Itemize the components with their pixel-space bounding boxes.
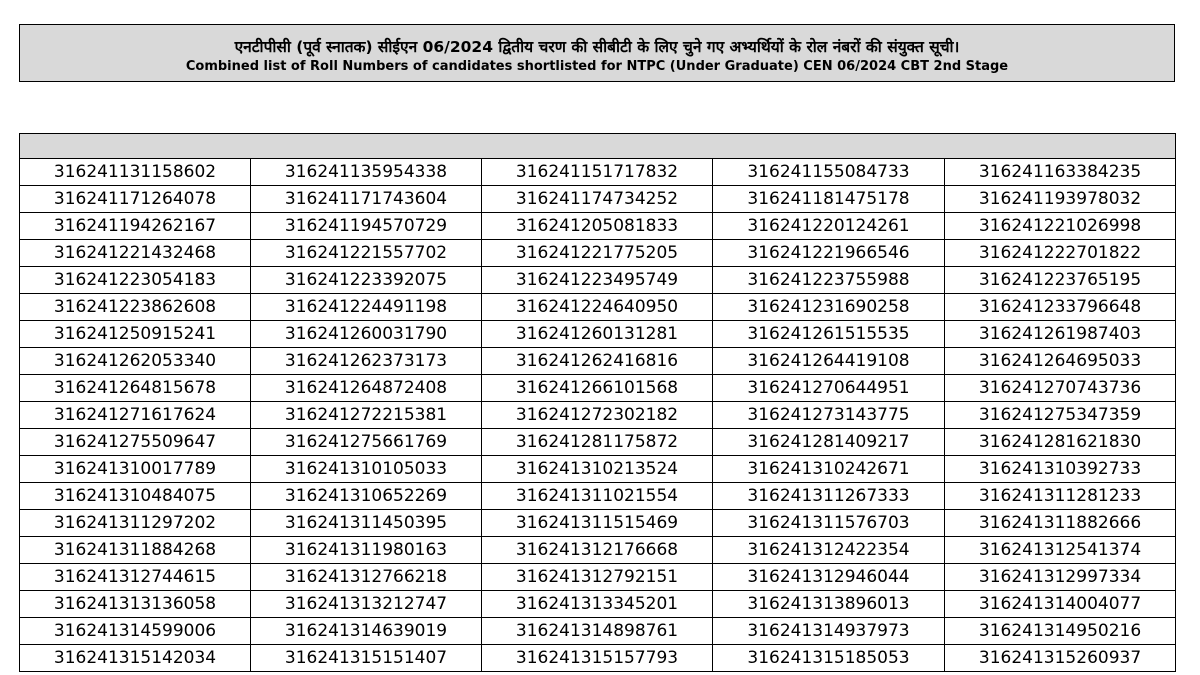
roll-number-cell: 316241314950216: [945, 618, 1176, 645]
table-row: [20, 645, 1176, 672]
roll-number-cell: 316241311267333: [713, 483, 945, 510]
roll-number-cell: 316241314004077: [945, 591, 1176, 618]
roll-number-cell: 316241275347359: [945, 402, 1176, 429]
document-header: [19, 24, 1175, 82]
roll-number-cell: 316241264695033: [945, 348, 1176, 375]
roll-number-cell: 316241315142034: [20, 645, 251, 672]
roll-number-cell: 316241310242671: [713, 456, 945, 483]
roll-number-cell: 316241194570729: [251, 213, 482, 240]
roll-number-table: [19, 133, 1176, 672]
roll-number-cell: 316241315185053: [713, 645, 945, 672]
roll-number-cell: 316241281175872: [482, 429, 713, 456]
roll-number-cell: 316241272215381: [251, 402, 482, 429]
roll-number-cell: 316241262416816: [482, 348, 713, 375]
roll-number-cell: 316241273143775: [713, 402, 945, 429]
table-header-cell: [20, 134, 1176, 159]
roll-number-cell: 316241281621830: [945, 429, 1176, 456]
roll-number-cell: 316241221432468: [20, 240, 251, 267]
roll-number-cell: 316241223765195: [945, 267, 1176, 294]
roll-number-cell: 316241313136058: [20, 591, 251, 618]
roll-number-cell: 316241261515535: [713, 321, 945, 348]
roll-number-cell: 316241221557702: [251, 240, 482, 267]
roll-number-cell: 316241311884268: [20, 537, 251, 564]
roll-number-cell: 316241312422354: [713, 537, 945, 564]
roll-number-cell: 316241311515469: [482, 510, 713, 537]
roll-number-cell: 316241264419108: [713, 348, 945, 375]
roll-number-cell: 316241264872408: [251, 375, 482, 402]
table-row: [20, 294, 1176, 321]
table-header-row: [20, 134, 1176, 159]
roll-number-cell: 316241221966546: [713, 240, 945, 267]
roll-number-cell: 316241220124261: [713, 213, 945, 240]
roll-number-cell: 316241271617624: [20, 402, 251, 429]
roll-number-cell: 316241261987403: [945, 321, 1176, 348]
table-row: [20, 402, 1176, 429]
roll-number-table-body: [20, 134, 1176, 672]
roll-number-cell: 316241223862608: [20, 294, 251, 321]
roll-number-cell: 316241223495749: [482, 267, 713, 294]
roll-number-cell: 316241264815678: [20, 375, 251, 402]
roll-number-cell: 316241193978032: [945, 186, 1176, 213]
table-row: [20, 429, 1176, 456]
roll-number-cell: 316241260131281: [482, 321, 713, 348]
table-row: [20, 375, 1176, 402]
roll-number-cell: 316241174734252: [482, 186, 713, 213]
roll-number-cell: 316241231690258: [713, 294, 945, 321]
roll-number-cell: 316241272302182: [482, 402, 713, 429]
roll-number-cell: 316241310017789: [20, 456, 251, 483]
roll-number-cell: 316241275509647: [20, 429, 251, 456]
roll-number-cell: 316241312176668: [482, 537, 713, 564]
roll-number-cell: 316241194262167: [20, 213, 251, 240]
roll-number-cell: 316241312946044: [713, 564, 945, 591]
table-row: [20, 564, 1176, 591]
roll-number-cell: 316241131158602: [20, 159, 251, 186]
roll-number-cell: 316241311882666: [945, 510, 1176, 537]
table-row: [20, 483, 1176, 510]
roll-number-cell: 316241262053340: [20, 348, 251, 375]
roll-number-cell: 316241224640950: [482, 294, 713, 321]
roll-number-cell: 316241222701822: [945, 240, 1176, 267]
table-row: [20, 618, 1176, 645]
roll-number-cell: 316241266101568: [482, 375, 713, 402]
roll-number-cell: 316241315157793: [482, 645, 713, 672]
roll-number-cell: 316241314937973: [713, 618, 945, 645]
title-english: Combined list of Roll Numbers of candidates shortlisted for NTPC (Under Graduate) CEN 06/2024 CBT 2nd Stage: [185, 59, 1009, 74]
title-hindi: एनटीपीसी (पूर्व स्नातक) सीईएन 06/2024 द्वितीय चरण की सीबीटी के लिए चुने गए अभ्यर्थियों के रोल नंबरों की संयुक्त सूची।: [234, 38, 960, 56]
roll-number-cell: 316241262373173: [251, 348, 482, 375]
roll-number-cell: 316241315151407: [251, 645, 482, 672]
roll-number-cell: 316241223392075: [251, 267, 482, 294]
roll-number-cell: 316241171743604: [251, 186, 482, 213]
table-row: [20, 186, 1176, 213]
roll-number-cell: 316241313896013: [713, 591, 945, 618]
roll-number-cell: 316241315260937: [945, 645, 1176, 672]
roll-number-cell: 316241171264078: [20, 186, 251, 213]
roll-number-cell: 316241313345201: [482, 591, 713, 618]
roll-number-cell: 316241312997334: [945, 564, 1176, 591]
roll-number-cell: 316241312766218: [251, 564, 482, 591]
roll-number-cell: 316241275661769: [251, 429, 482, 456]
roll-number-cell: 316241310392733: [945, 456, 1176, 483]
roll-number-cell: 316241310105033: [251, 456, 482, 483]
table-row: [20, 240, 1176, 267]
roll-number-cell: 316241163384235: [945, 159, 1176, 186]
table-row: [20, 321, 1176, 348]
table-row: [20, 591, 1176, 618]
roll-number-cell: 316241223054183: [20, 267, 251, 294]
roll-number-cell: 316241223755988: [713, 267, 945, 294]
roll-number-cell: 316241311980163: [251, 537, 482, 564]
roll-number-cell: 316241312792151: [482, 564, 713, 591]
roll-number-cell: 316241310652269: [251, 483, 482, 510]
roll-number-cell: 316241310213524: [482, 456, 713, 483]
roll-number-cell: 316241233796648: [945, 294, 1176, 321]
table-row: [20, 267, 1176, 294]
roll-number-cell: 316241310484075: [20, 483, 251, 510]
roll-number-cell: 316241224491198: [251, 294, 482, 321]
roll-number-cell: 316241260031790: [251, 321, 482, 348]
table-row: [20, 510, 1176, 537]
roll-number-cell: 316241314898761: [482, 618, 713, 645]
roll-number-cell: 316241151717832: [482, 159, 713, 186]
roll-number-cell: 316241314639019: [251, 618, 482, 645]
roll-number-cell: 316241155084733: [713, 159, 945, 186]
roll-number-cell: 316241311576703: [713, 510, 945, 537]
roll-number-cell: 316241205081833: [482, 213, 713, 240]
table-row: [20, 159, 1176, 186]
roll-number-cell: 316241312744615: [20, 564, 251, 591]
roll-number-cell: 316241311297202: [20, 510, 251, 537]
roll-number-cell: 316241281409217: [713, 429, 945, 456]
table-row: [20, 456, 1176, 483]
roll-number-cell: 316241221775205: [482, 240, 713, 267]
roll-number-cell: 316241181475178: [713, 186, 945, 213]
table-row: [20, 537, 1176, 564]
roll-number-cell: 316241250915241: [20, 321, 251, 348]
table-row: [20, 348, 1176, 375]
roll-number-cell: 316241270644951: [713, 375, 945, 402]
roll-number-cell: 316241135954338: [251, 159, 482, 186]
table-row: [20, 213, 1176, 240]
roll-number-cell: 316241311281233: [945, 483, 1176, 510]
roll-number-cell: 316241313212747: [251, 591, 482, 618]
roll-number-cell: 316241314599006: [20, 618, 251, 645]
roll-number-cell: 316241312541374: [945, 537, 1176, 564]
roll-number-cell: 316241311450395: [251, 510, 482, 537]
roll-number-cell: 316241270743736: [945, 375, 1176, 402]
roll-number-cell: 316241311021554: [482, 483, 713, 510]
roll-number-cell: 316241221026998: [945, 213, 1176, 240]
